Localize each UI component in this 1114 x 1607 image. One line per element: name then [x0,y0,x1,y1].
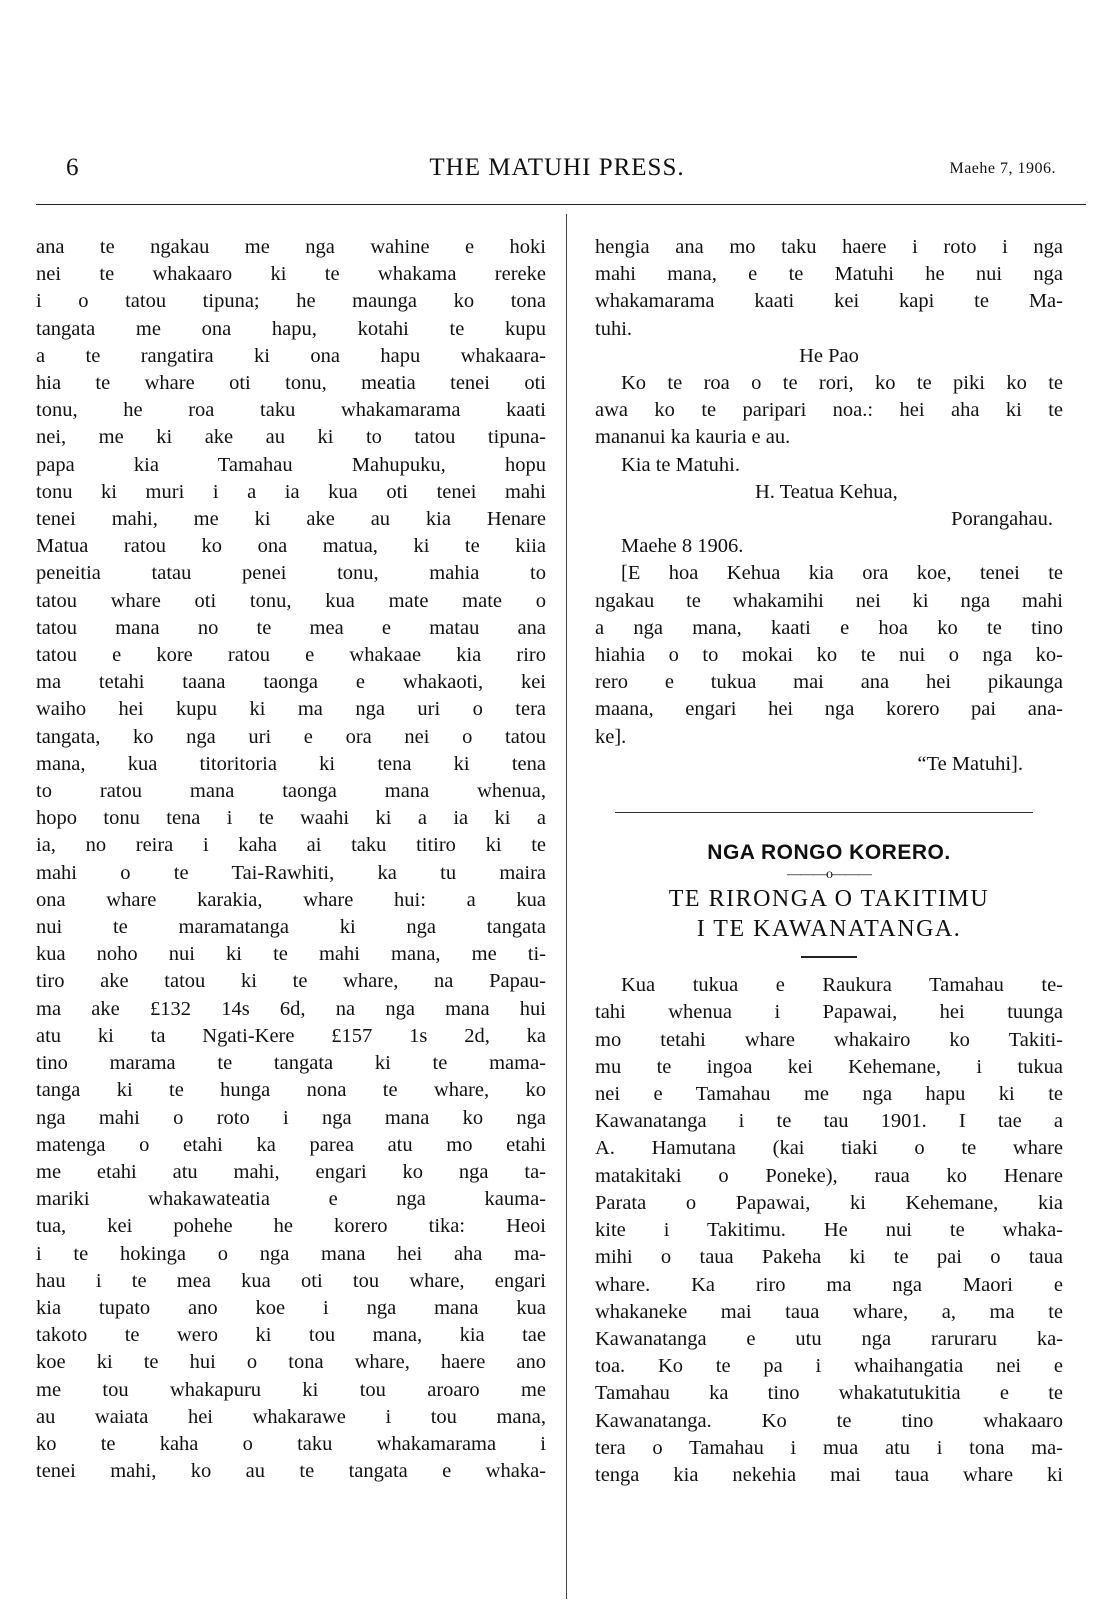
text-line: au waiata hei whakarawe i tou mana, [36,1405,546,1428]
column-rule [566,214,567,1599]
article-line: tahi whenua i Papawai, hei tuunga [595,1001,1063,1024]
article-line: mo tetahi whare whakairo ko Takiti- [595,1028,1063,1051]
text-line: peneitia tatau penei tonu, mahia to [36,562,546,585]
text-line: tino marama te tangata ki te mama- [36,1052,546,1075]
text-line: kia tupato ano koe i nga mana kua [36,1296,546,1319]
header-rule [36,204,1086,205]
article-line: Tamahau ka tino whakatutukitia e te [595,1382,1063,1405]
issue-date: Maehe 7, 1906. [949,160,1056,177]
article-line: Kawanatanga i te tau 1901. I tae a [595,1110,1063,1133]
article-line: nei e Tamahau me nga hapu ki te [595,1083,1063,1106]
text-line: papa kia Tamahau Mahupuku, hopu [36,453,546,476]
text-line: ona whare karakia, whare hui: a kua [36,888,546,911]
page-header [36,150,1078,186]
title-rule [801,956,857,958]
text-line: ma tetahi taana taonga e whakaoti, kei [36,671,546,694]
ornament-divider: ———o——— [787,867,871,883]
article-line: mihi o taua Pakeha ki te pai o taua [595,1246,1063,1269]
text-line: tangata, ko nga uri e ora nei o tatou [36,725,546,748]
letter-date: Maehe 8 1906. [621,535,744,558]
text-line: mahi o te Tai-Rawhiti, ka tu maira [36,861,546,884]
text-line: takoto te wero ki tou mana, kia tae [36,1324,546,1347]
editor-note-line: maana, engari hei nga korero pai ana- [595,698,1063,721]
text-line: tonu, he roa taku whakamarama kaati [36,399,546,422]
text-line: tatou e kore ratou e whakaae kia riro [36,644,546,667]
text-line: waiho hei kupu ki ma nga uri o tera [36,698,546,721]
text-line: tonu ki muri i a ia kua oti tenei mahi [36,480,546,503]
signature-name: H. Teatua Kehua, [755,480,898,503]
text-line: nga mahi o roto i nga mana ko nga [36,1106,546,1129]
text-line: ana te ngakau me nga wahine e hoki [36,236,546,258]
text-line: tatou whare oti tonu, kua mate mate o [36,589,546,612]
article-line: Kua tukua e Raukura Tamahau te- [621,974,1063,997]
left-column [36,234,546,1485]
text-line: mahi mana, e te Matuhi he nui nga [595,263,1063,286]
text-line: hopo tonu tena i te waahi ki a ia ki a [36,807,546,830]
editor-signature: “Te Matuhi]. [917,752,1023,775]
letter-heading: He Pao [799,344,859,367]
article-line: matakitaki o Poneke), raua ko Henare [595,1164,1063,1187]
editor-note-line: hiahia o to mokai ko te nui o nga ko- [595,644,1063,667]
section-rule [615,812,1033,813]
article-line: tera o Tamahau i mua atu i tona ma- [595,1436,1063,1459]
page-number: 6 [66,154,79,181]
poem-line: mananui ka kauria e au. [595,426,791,449]
article-line: whare. Ka riro ma nga Maori e [595,1273,1063,1296]
article-title-line-1: TE RIRONGA O TAKITIMU [668,886,990,913]
text-line: a te rangatira ki ona hapu whakaara- [36,344,546,367]
text-line: hau i te mea kua oti tou whare, engari [36,1269,546,1292]
text-line: ma ake £132 14s 6d, na nga mana hui [36,997,546,1020]
text-line: to ratou mana taonga mana whenua, [36,780,546,803]
right-column [595,234,1063,1489]
article-line: tenga kia nekehia mai taua whare ki [595,1463,1063,1486]
signature-place: Porangahau. [951,508,1053,531]
section-heading: NGA RONGO KORERO. [707,841,951,865]
text-line: i te hokinga o nga mana hei aha ma- [36,1242,546,1265]
text-line: nei, me ki ake au ki to tatou tipuna- [36,426,546,449]
editor-note [595,560,1063,750]
text-line: nei te whakaaro ki te whakama rereke [36,263,546,286]
editor-note-line: a nga mana, kaati e hoa ko te tino [595,616,1063,639]
text-line: mariki whakawateatia e nga kauma- [36,1188,546,1211]
text-line: tiro ake tatou ki te whare, na Papau- [36,970,546,993]
text-line: ko te kaha o taku whakamarama i [36,1432,546,1455]
newspaper-title: THE MATUHI PRESS. [429,154,685,181]
text-line: koe ki te hui o tona whare, haere ano [36,1351,546,1374]
text-line: atu ki ta Ngati-Kere £157 1s 2d, ka [36,1024,546,1047]
article-line: kite i Takitimu. He nui te whaka- [595,1219,1063,1242]
text-line: kua noho nui ki te mahi mana, me ti- [36,943,546,966]
poem-line: Ko te roa o te rori, ko te piki ko te [621,372,1063,395]
letter-closing: Kia te Matuhi. [621,453,740,476]
article-line: mu te ingoa kei Kehemane, i tukua [595,1055,1063,1078]
letter-continuation [595,234,1063,343]
article-line: whakaneke mai taua whare, a, ma te [595,1300,1063,1323]
article-line: Parata o Papawai, ki Kehemane, kia [595,1191,1063,1214]
article-title-line-2: I TE KAWANATANGA. [696,916,962,943]
text-line: tua, kei pohehe he korero tika: Heoi [36,1215,546,1238]
article-line: Kawanatanga. Ko te tino whakaaro [595,1409,1063,1432]
article-line: Kawanatanga e utu nga raruraru ka- [595,1327,1063,1350]
article-body [595,972,1063,1489]
text-line: ia, no reira i kaha ai taku titiro ki te [36,834,546,857]
text-line: me etahi atu mahi, engari ko nga ta- [36,1160,546,1183]
text-line: tangata me ona hapu, kotahi te kupu [36,317,546,340]
editor-note-line: rero e tukua mai ana hei pikaunga [595,671,1063,694]
poem-line: awa ko te paripari noa.: hei aha ki te [595,399,1063,422]
text-line: hia te whare oti tonu, meatia tenei oti [36,372,546,395]
text-line: tuhi. [595,317,633,340]
letter-poem [595,370,1063,452]
editor-note-line: ke]. [595,725,627,748]
text-line: tatou mana no te mea e matau ana [36,616,546,639]
editor-note-line: ngakau te whakamihi nei ki nga mahi [595,589,1063,612]
text-line: hengia ana mo taku haere i roto i nga [595,236,1063,258]
text-line: Matua ratou ko ona matua, ki te kiia [36,535,546,558]
editor-note-line: [E hoa Kehua kia ora koe, tenei te [621,562,1063,585]
text-line: me tou whakapuru ki tou aroaro me [36,1378,546,1401]
text-line: i o tatou tipuna; he maunga ko tona [36,290,546,313]
text-line: tanga ki te hunga nona te whare, ko [36,1079,546,1102]
text-line: mana, kua titoritoria ki tena ki tena [36,752,546,775]
text-line: tenei mahi, me ki ake au kia Henare [36,508,546,531]
article-line: A. Hamutana (kai tiaki o te whare [595,1137,1063,1160]
text-line: tenei mahi, ko au te tangata e whaka- [36,1460,546,1483]
article-line: toa. Ko te pa i whaihangatia nei e [595,1355,1063,1378]
text-line: nui te maramatanga ki nga tangata [36,916,546,939]
text-line: whakamarama kaati kei kapi te Ma- [595,290,1063,313]
text-line: matenga o etahi ka parea atu mo etahi [36,1133,546,1156]
